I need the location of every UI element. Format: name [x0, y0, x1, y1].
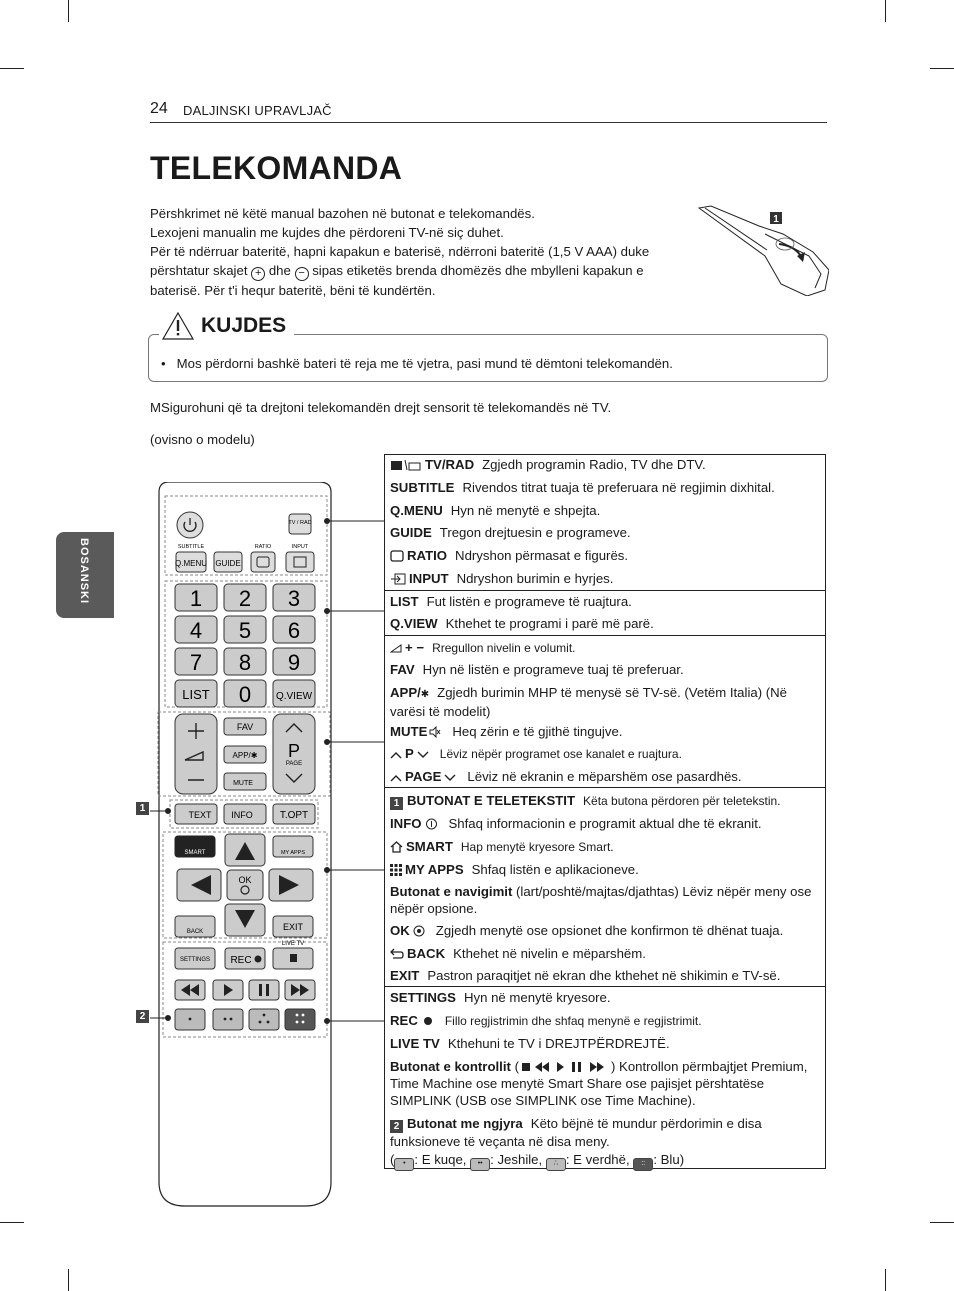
ok-icon: [413, 925, 425, 937]
key-label: + −: [405, 640, 425, 655]
intro-line: Përshkrimet në këtë manual bazohen në butonat e telekomandës.: [150, 206, 535, 221]
subtitle-label: SUBTITLE: [177, 544, 205, 550]
key-label: LIST: [390, 594, 419, 609]
table-section: [385, 590, 825, 636]
digit-4[interactable]: 4: [189, 618, 203, 643]
speaker-mute-icon: [429, 726, 441, 738]
ratio-icon: [390, 550, 404, 562]
intro-fragment: dhe: [268, 263, 291, 278]
key-label: SETTINGS: [390, 990, 456, 1005]
table-row: [390, 479, 822, 496]
key-desc: Rregullon nivelin e volumit.: [432, 641, 576, 655]
digit-3[interactable]: 3: [287, 586, 301, 611]
table-section: [385, 787, 825, 987]
intro-fragment: Për të ndërruar bateritë, hapni kapakun e baterisë, ndërroni bateritë (1,5 V AAA) duke përshtatur skajet: [150, 244, 650, 278]
key-label: BUTONAT E TELETEKSTIT: [407, 793, 576, 808]
digit-9[interactable]: 9: [287, 650, 301, 675]
key-desc: Shfaq listën e aplikacioneve.: [471, 862, 639, 877]
key-label: SMART: [406, 839, 453, 854]
topt-label: T.OPT: [279, 810, 309, 821]
chevron-up-icon: [390, 773, 402, 783]
key-desc: Zgjedh menytë ose opsionet dhe konfirmon të dhënat tuaja.: [435, 923, 784, 938]
table-row: [390, 1012, 822, 1030]
paren: (: [390, 1152, 395, 1167]
livetv-label: LIVE TV: [281, 941, 305, 947]
table-row: [390, 661, 822, 678]
table-row: [390, 684, 822, 720]
key-desc: Këto bëjnë të mundur përdorimin e disa funksioneve të veçanta në disa meny.: [390, 1116, 762, 1149]
key-label: Butonat e navigimit: [390, 884, 513, 899]
caution-body: Mos përdorni bashkë bateri të reja me të vjetra, pasi mund të dëmtoni telekomandën.: [176, 356, 673, 371]
table-row: [390, 838, 822, 856]
list-label: LIST: [182, 687, 210, 702]
section-label: DALJINSKI UPRAVLJAČ: [183, 103, 332, 118]
key-label: INFO: [390, 816, 422, 831]
text-label: TEXT: [188, 810, 212, 820]
home-icon: [390, 841, 403, 853]
callout-2: 2: [136, 1010, 149, 1023]
ratio-label: RATIO: [254, 544, 272, 550]
key-label: GUIDE: [390, 525, 432, 540]
color-label: : Jeshile,: [490, 1152, 543, 1167]
callout-badge: 2: [390, 1120, 403, 1133]
page-title: TELEKOMANDA: [150, 150, 403, 186]
table-row: [390, 593, 822, 610]
digit-7[interactable]: 7: [189, 650, 203, 675]
key-desc: Hyn në listën e programeve tuaj të preferuar.: [422, 662, 684, 677]
digit-6[interactable]: 6: [287, 618, 301, 643]
table-row: [390, 922, 822, 939]
table-section: [385, 986, 825, 1169]
key-desc: Fillo regjistrimin dhe shfaq menynë e regjistrimit.: [444, 1014, 702, 1028]
key-desc: Zgjedh programin Radio, TV dhe DTV.: [482, 457, 706, 472]
minus-icon: −: [295, 267, 309, 281]
chevron-up-icon: [390, 750, 402, 760]
smart-label: SMART: [184, 850, 206, 856]
bullet: •: [161, 356, 166, 371]
table-row: [390, 745, 822, 763]
rec-label: REC: [230, 955, 252, 966]
table-row: [390, 570, 822, 587]
key-desc: Ndryshon përmasat e figurës.: [455, 548, 629, 563]
digit-0: 0: [238, 682, 252, 707]
intro-fragment: sipas etiketës brenda dhomëzës dhe mbylleni kapakun e baterisë. Për t'i hequr bateritë, bëni të kundërtën.: [150, 263, 644, 298]
table-row: [390, 723, 822, 740]
playback-icons: [520, 1061, 610, 1073]
key-label: RATIO: [407, 548, 448, 563]
blue-button-icon: ::: [633, 1158, 653, 1171]
table-row: [390, 1035, 822, 1052]
key-desc: Shfaq informacionin e programit aktual dhe të ekranit.: [448, 816, 762, 831]
table-row: [390, 861, 822, 878]
paren: (: [514, 1059, 519, 1074]
info-icon: [425, 818, 438, 830]
plus-icon: +: [251, 267, 265, 281]
key-desc: Lëviz në ekranin e mëparshëm ose pasardhës.: [467, 769, 742, 784]
tvrad-icon: [390, 459, 422, 471]
key-label: INPUT: [409, 571, 449, 586]
key-desc: (lart/poshtë/majtas/djathtas) Lëviz nëpër meny ose nëpër opsione.: [390, 884, 812, 916]
table-row: [390, 792, 822, 810]
button-description-table: [384, 454, 826, 1169]
key-desc: Tregon drejtuesin e programeve.: [439, 525, 631, 540]
input-label: INPUT: [291, 544, 309, 550]
digit-5[interactable]: 5: [238, 618, 252, 643]
chevron-down-icon: [417, 750, 429, 760]
key-desc: Rivendos titrat tuaja të preferuara në regjimin dixhital.: [462, 480, 775, 495]
table-row: [390, 967, 822, 984]
p-label: P: [287, 741, 301, 761]
green-button-icon: ••: [470, 1158, 490, 1171]
color-label: : Blu): [653, 1152, 685, 1167]
key-label: TV/RAD: [425, 457, 475, 472]
qview-label: Q.VIEW: [275, 691, 313, 702]
color-label: : E kuqe,: [414, 1152, 467, 1167]
key-desc: Zgjedh burimin MHP të menysë së TV-së. (Vetëm Italia) (Në varësi të modelit): [390, 685, 788, 719]
key-desc: Hap menytë kryesore Smart.: [460, 840, 614, 854]
digit-2[interactable]: 2: [238, 586, 252, 611]
table-row: [390, 615, 822, 632]
star-icon: ✱: [420, 689, 430, 700]
settings-label: SETTINGS: [179, 957, 211, 963]
key-desc: Heq zërin e të gjithë tingujve.: [452, 724, 623, 739]
table-row: [390, 1058, 822, 1109]
key-label: FAV: [390, 662, 415, 677]
table-row: [390, 768, 822, 785]
key-desc: Hyn në menytë e shpejta.: [450, 503, 601, 518]
key-label: PAGE: [405, 769, 442, 784]
key-desc: Kthehet në nivelin e mëparshëm.: [453, 946, 646, 961]
page-number: 24: [150, 100, 168, 117]
model-note: (ovisno o modelu): [150, 432, 255, 447]
key-label: MY APPS: [405, 862, 464, 877]
table-row: [390, 1115, 822, 1150]
key-label: Q.MENU: [390, 503, 443, 518]
key-desc: Hyn në menytë kryesore.: [463, 990, 611, 1005]
table-section: [385, 455, 825, 590]
callout-1: 1: [136, 802, 149, 815]
key-label: Q.VIEW: [390, 616, 438, 631]
key-desc: Kthehuni te TV i DREJTPËRDREJTË.: [447, 1036, 670, 1051]
callout-badge: 1: [390, 797, 403, 810]
key-label: LIVE TV: [390, 1036, 440, 1051]
key-label: Butonat me ngjyra: [407, 1116, 523, 1131]
red-button-icon: •: [394, 1158, 414, 1171]
table-row: [390, 815, 822, 832]
key-label: REC: [390, 1013, 418, 1028]
table-row: [390, 547, 822, 564]
aim-instruction: MSigurohuni që ta drejtoni telekomandën drejt sensorit të telekomandës në TV.: [150, 400, 612, 415]
key-label: OK: [390, 923, 410, 938]
table-row: [390, 883, 822, 917]
intro-line: Lexojeni manualin me kujdes dhe përdoreni TV-në siç duhet.: [150, 225, 504, 240]
record-dot-icon: [422, 1015, 434, 1027]
table-row: [390, 456, 822, 473]
table-row: [390, 945, 822, 962]
back-label: BACK: [186, 929, 204, 935]
mute-label: MUTE: [233, 780, 253, 787]
color-label: : E verdhë,: [565, 1152, 630, 1167]
input-icon: [390, 573, 406, 585]
key-desc: Këta butona përdoren për teletekstin.: [583, 794, 781, 808]
key-label: EXIT: [390, 968, 420, 983]
digit-1[interactable]: 1: [189, 586, 203, 611]
key-label: MUTE: [390, 724, 428, 739]
grid-icon: [390, 864, 402, 876]
exit-label: EXIT: [282, 922, 304, 932]
key-label: SUBTITLE: [390, 480, 455, 495]
key-label: Butonat e kontrollit: [390, 1059, 511, 1074]
table-row: [390, 989, 822, 1006]
volume-icon: [390, 642, 402, 654]
key-desc: Lëviz nëpër programet ose kanalet e ruajtura.: [439, 747, 682, 761]
table-row: [390, 639, 822, 657]
app-label: APP/✱: [232, 751, 258, 760]
key-desc: Pastron paraqitjet në ekran dhe kthehet në shikimin e TV-së.: [427, 968, 781, 983]
key-desc: Ndryshon burimin e hyrjes.: [456, 571, 614, 586]
key-label: P: [405, 746, 414, 761]
language-tab-label: BOSANSKI: [78, 538, 90, 605]
myapps-label: MY APPS: [280, 850, 306, 856]
table-section: [385, 635, 825, 788]
info-label: INFO: [231, 810, 253, 820]
chevron-down-icon: [444, 773, 456, 783]
fav-label: FAV: [236, 722, 254, 732]
ok-label: OK: [238, 875, 252, 885]
key-desc: Kthehet te programi i parë më parë.: [445, 616, 654, 631]
tvrad-label: TV / RAD: [288, 520, 312, 526]
battery-callout: 1: [773, 214, 779, 225]
back-arrow-icon: [390, 948, 404, 960]
guide-label: GUIDE: [215, 559, 241, 568]
qmenu-label: Q.MENU: [175, 559, 207, 568]
table-row: [390, 502, 822, 519]
key-desc: ) Kontrollon përmbajtjet Premium, Time Machine ose menytë Smart Share ose pajisjet përshtatëse SIMPLINK (USB ose SIMPLINK ose Time Machine).: [390, 1059, 808, 1108]
yellow-button-icon: ∴: [546, 1158, 566, 1171]
key-label: BACK: [407, 946, 446, 961]
digit-8[interactable]: 8: [238, 650, 252, 675]
key-label: APP/: [390, 685, 421, 700]
caution-title: KUJDES: [201, 314, 287, 337]
key-desc: Fut listën e programeve të ruajtura.: [426, 594, 632, 609]
page-label: PAGE: [285, 761, 303, 767]
table-row: [390, 1151, 822, 1171]
table-row: [390, 524, 822, 541]
